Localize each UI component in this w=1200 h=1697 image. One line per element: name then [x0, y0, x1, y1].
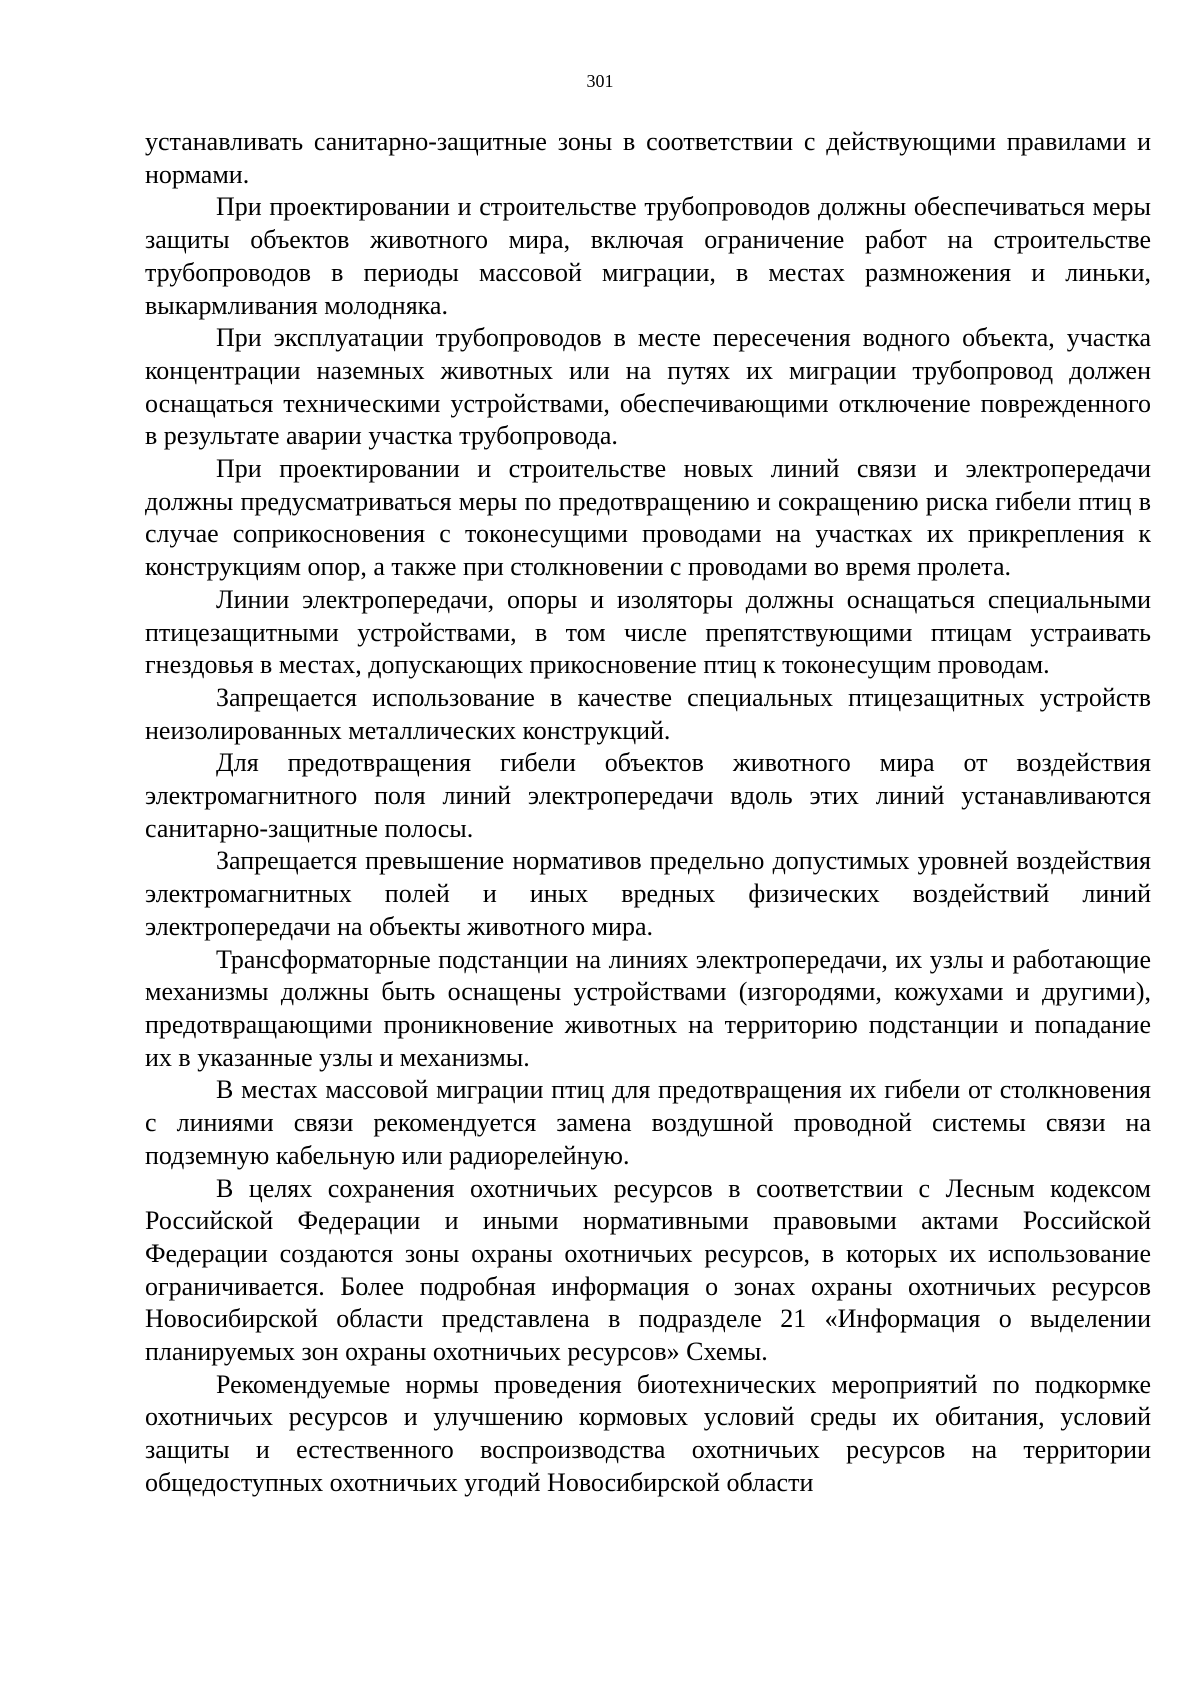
paragraph: Рекомендуемые нормы проведения биотехнических мероприятий по подкормке охотничьих ресурсов и улучшению кормовых условий среды их обитания, условий защиты и естественного воспроизводства охотничьих ресурсов на территории общедоступных охотничьих угодий Новосибирской области [145, 1369, 1151, 1497]
paragraph: Запрещается использование в качестве специальных птицезащитных устройств неизолированных металлических конструкций. [145, 682, 1151, 745]
body-text [145, 126, 1151, 1500]
paragraph: При проектировании и строительстве трубопроводов должны обеспечиваться меры защиты объектов животного мира, включая ограничение работ на строительстве трубопроводов в периоды массовой миграции, в местах размножения и линьки, выкармливания молодняка. [145, 192, 1151, 320]
paragraph: устанавливать санитарно-защитные зоны в соответствии с действующими правилами и нормами. [145, 127, 1151, 189]
paragraph: Для предотвращения гибели объектов животного мира от воздействия электромагнитного поля линий электропередачи вдоль этих линий устанавливаются санитарно-защитные полосы. [145, 748, 1151, 843]
paragraph: Линии электропередачи, опоры и изоляторы должны оснащаться специальными птицезащитными устройствами, в том числе препятствующими птицам устраивать гнездовья в местах, допускающих прикосновение птиц к токонесущим проводам. [145, 584, 1151, 680]
page-number: 301 [586, 71, 614, 91]
paragraph: При эксплуатации трубопроводов в месте пересечения водного объекта, участка концентрации наземных животных или на путях их миграции трубопровод должен оснащаться техническими устройствами, обеспечивающими отключение поврежденного в результате аварии участка трубопровода. [145, 323, 1151, 451]
paragraph: Трансформаторные подстанции на линиях электропередачи, их узлы и работающие механизмы должны быть оснащены устройствами (изгородями, кожухами и другими), предотвращающими проникновение животных на территорию подстанции и попадание их в указанные узлы и механизмы. [145, 944, 1151, 1072]
paragraph: В целях сохранения охотничьих ресурсов в соответствии с Лесным кодексом Российской Федерации и иными нормативными правовыми актами Российской Федерации создаются зоны охраны охотничьих ресурсов, в которых их использование ограничивается. Более подробная информация о зонах охраны охотничьих ресурсов Новосибирской области представлена в подразделе 21 «Информация о выделении планируемых зон охраны охотничьих ресурсов» Схемы. [145, 1173, 1151, 1367]
paragraph: Запрещается превышение нормативов предельно допустимых уровней воздействия электромагнитных полей и иных вредных физических воздействий линий электропередачи на объекты животного мира. [145, 846, 1151, 941]
paragraph: В местах массовой миграции птиц для предотвращения их гибели от столкновения с линиями связи рекомендуется замена воздушной проводной системы связи на подземную кабельную или радиорелейную. [145, 1075, 1151, 1170]
paragraph: При проектировании и строительстве новых линий связи и электропередачи должны предусматриваться меры по предотвращению и сокращению риска гибели птиц в случае соприкосновения с токонесущими проводами на участках их прикрепления к конструкциям опор, а также при столкновении с проводами во время пролета. [145, 454, 1151, 582]
